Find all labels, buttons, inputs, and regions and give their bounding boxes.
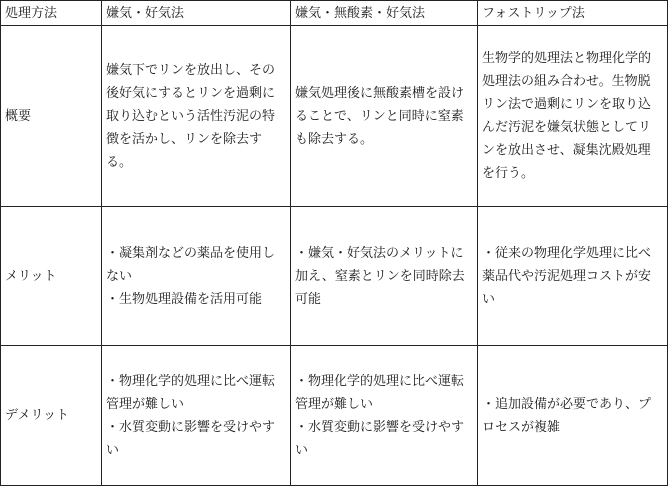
header-row xyxy=(1,1,668,26)
demerit-label: デメリット xyxy=(1,346,102,486)
overview-anaerobic-aerobic: 嫌気下でリンを放出し、その後好気にするとリンを過剰に取り込むという活性汚泥の特徴を活かし、リンを除去する。 xyxy=(102,26,291,207)
header-method: 処理方法 xyxy=(1,1,102,26)
demerit-item: ・水質変動に影響を受けやすい xyxy=(106,419,276,458)
demerit-item: ・追加設備が必要であり、プロセスが複雑 xyxy=(482,396,652,435)
merit-a2o xyxy=(291,207,478,346)
demerit-item: ・水質変動に影響を受けやすい xyxy=(295,419,465,458)
merit-anaerobic-aerobic xyxy=(102,207,291,346)
overview-label: 概要 xyxy=(1,26,102,207)
merit-phostrip xyxy=(478,207,668,346)
merit-item: ・嫌気・好気法のメリットに加え、窒素とリンを同時除去可能 xyxy=(295,245,465,307)
demerit-item: ・物理化学的処理に比べ運転管理が難しい xyxy=(295,373,465,412)
merit-row xyxy=(1,207,668,346)
demerit-item: ・物理化学的処理に比べ運転管理が難しい xyxy=(106,373,276,412)
demerit-anaerobic-aerobic xyxy=(102,346,291,486)
merit-item: ・従来の物理化学処理に比べ薬品代や汚泥処理コストが安い xyxy=(482,245,652,307)
header-anaerobic-aerobic: 嫌気・好気法 xyxy=(102,1,291,26)
merit-item: ・生物処理設備を活用可能 xyxy=(106,291,263,307)
overview-row xyxy=(1,26,668,207)
header-a2o: 嫌気・無酸素・好気法 xyxy=(291,1,478,26)
demerit-a2o xyxy=(291,346,478,486)
demerit-row xyxy=(1,346,668,486)
merit-label: メリット xyxy=(1,207,102,346)
merit-item: ・凝集剤などの薬品を使用しない xyxy=(106,245,276,284)
demerit-phostrip xyxy=(478,346,668,486)
overview-phostrip: 生物学的処理法と物理化学的処理法の組み合わせ。生物脱リン法で過剰にリンを取り込んだ汚泥を嫌気状態としてリンを放出させ、凝集沈殿処理を行う。 xyxy=(478,26,668,207)
overview-a2o: 嫌気処理後に無酸素槽を設けることで、リンと同時に窒素も除去する。 xyxy=(291,26,478,207)
header-phostrip: フォストリップ法 xyxy=(478,1,668,26)
